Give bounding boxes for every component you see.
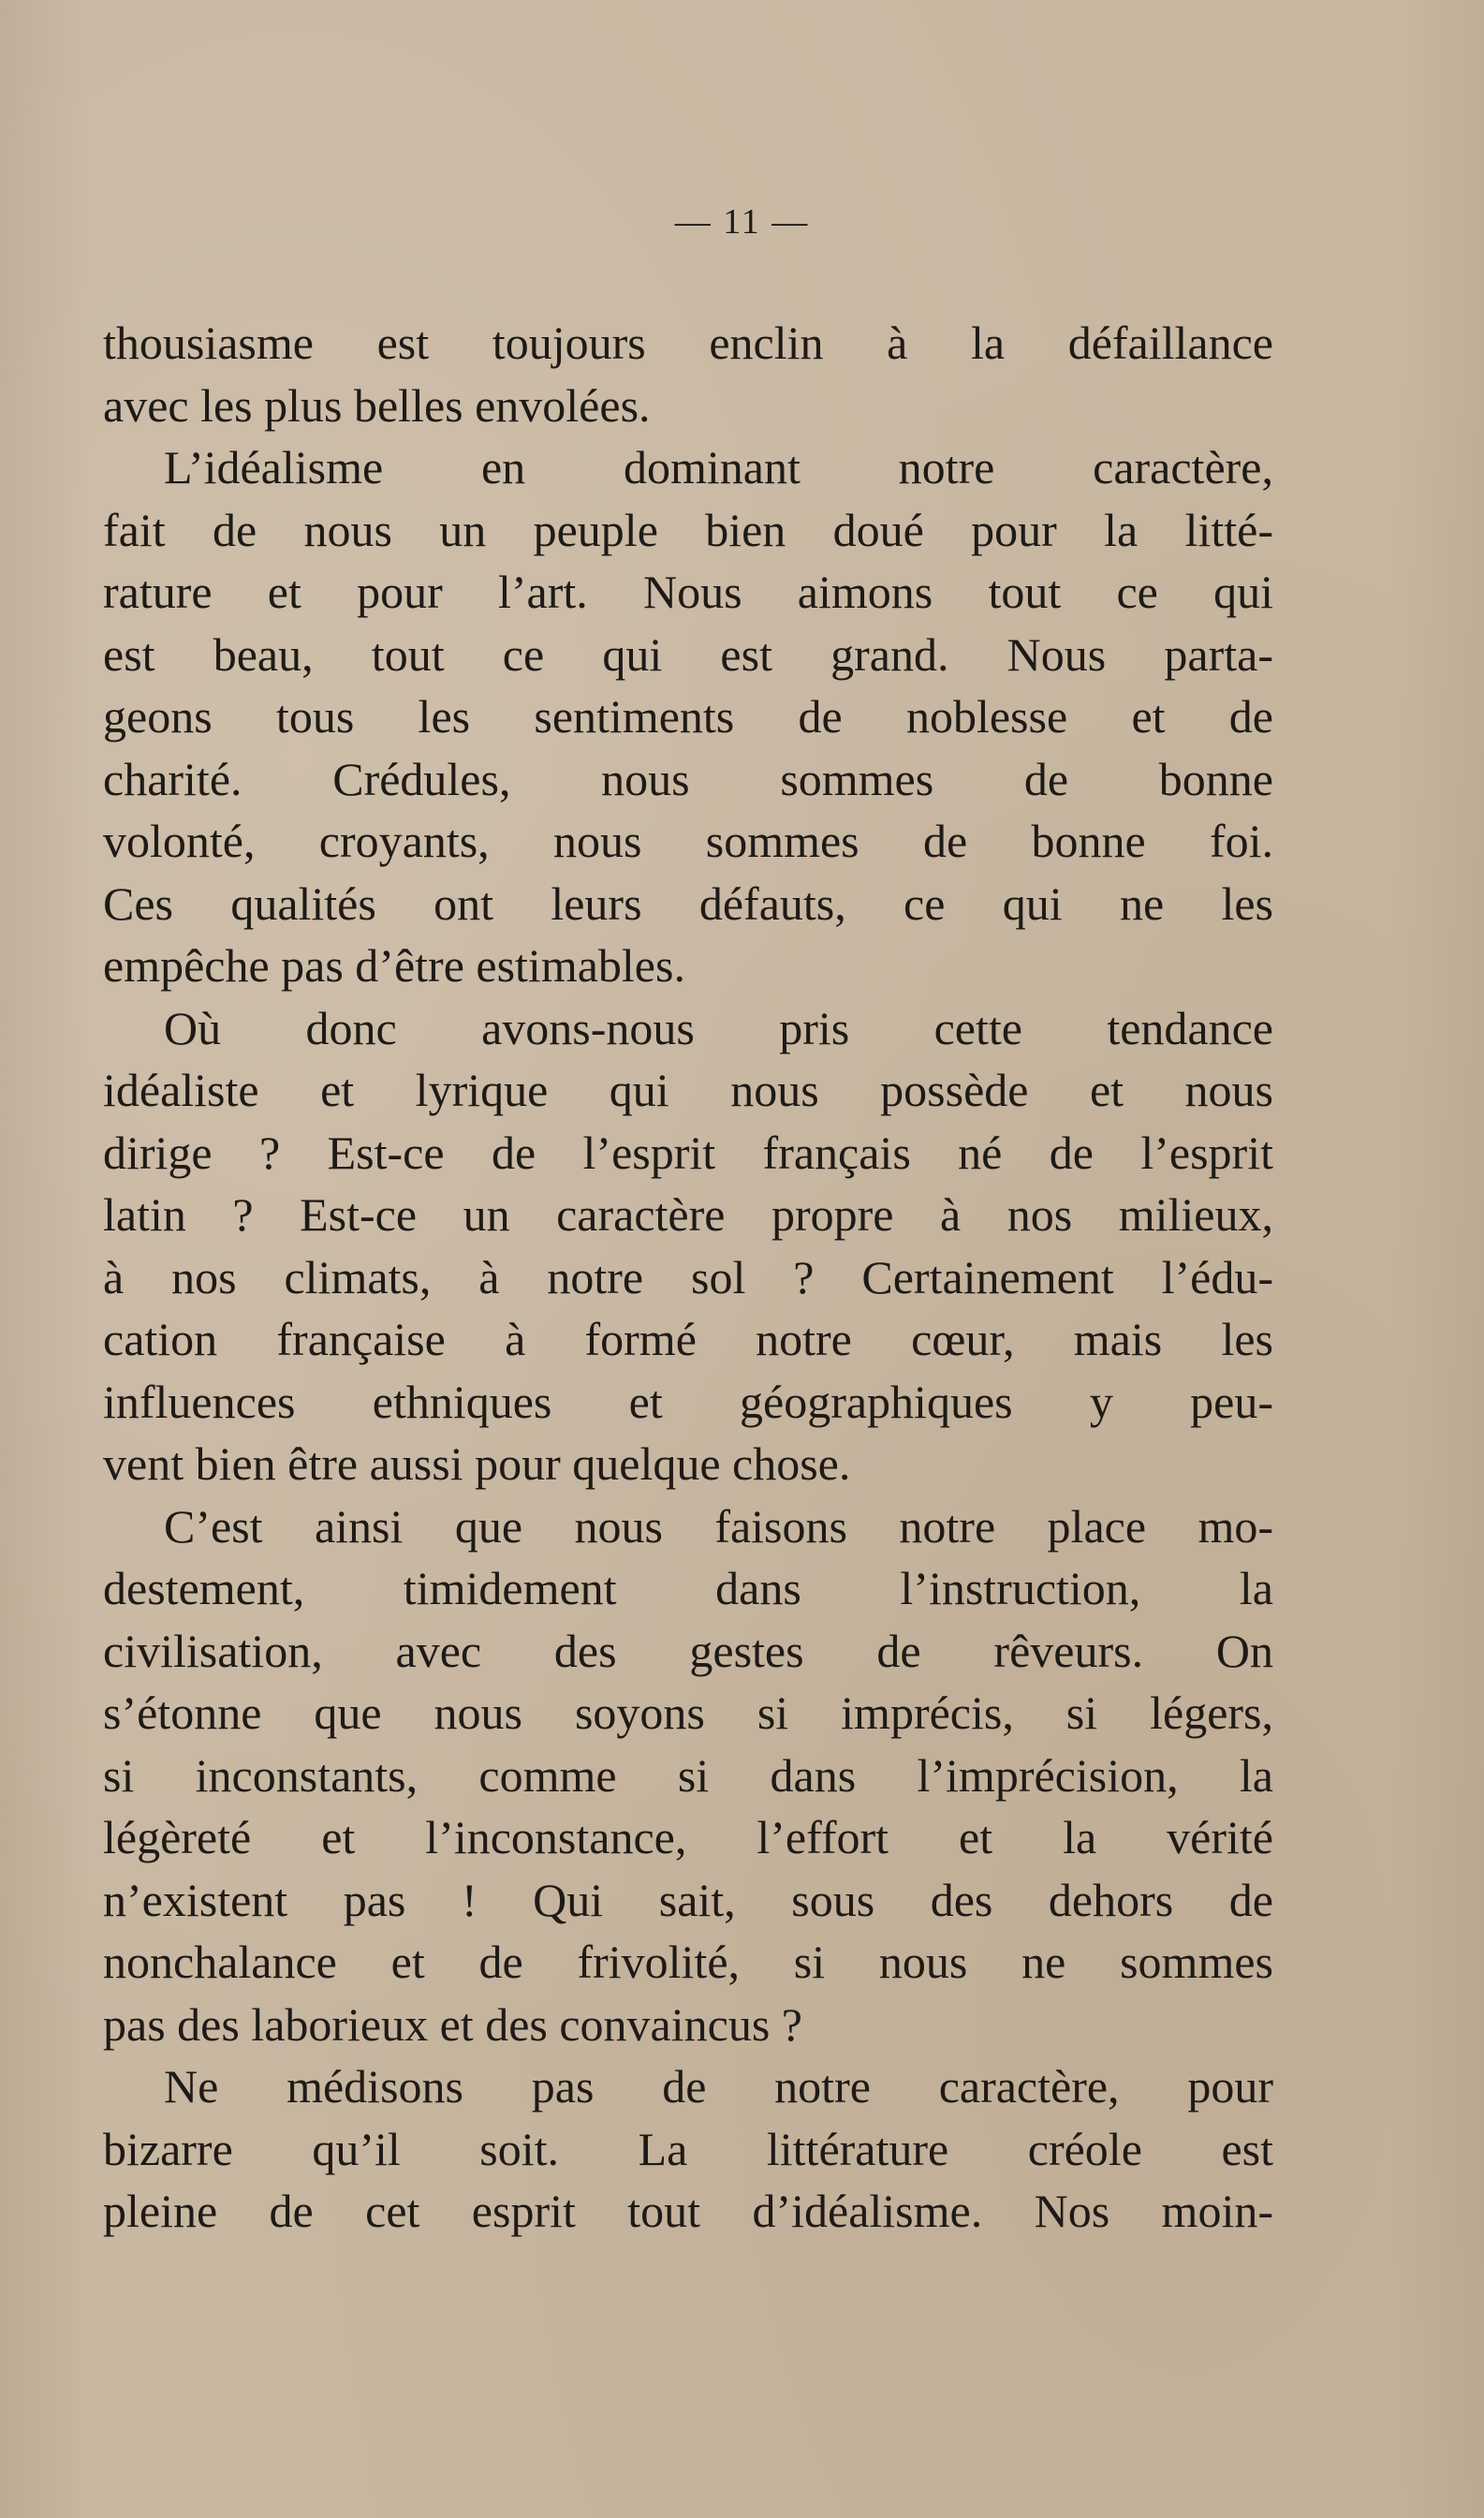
text-line: avec les plus belles envolées. [103, 378, 651, 432]
text-line: fait de nous un peuple bien doué pour la litté- [103, 503, 1273, 556]
page-number: — 11 — [674, 202, 810, 242]
text-line: empêche pas d’être estimables. [103, 939, 685, 992]
text-line: nonchalance et de frivolité, si nous ne sommes [103, 1936, 1273, 1988]
text-line: volonté, croyants, nous sommes de bonne foi. [103, 815, 1273, 867]
text-line: Où donc avons-nous pris cette tendance [164, 1001, 1273, 1054]
text-line: à nos climats, à notre sol ? Certainement l’édu- [103, 1250, 1273, 1303]
body-text [103, 312, 1273, 2243]
text-line: s’étonne que nous soyons si imprécis, si légers, [103, 1686, 1273, 1739]
text-line: charité. Crédules, nous sommes de bonne [103, 752, 1273, 805]
text-line: L’idéalisme en dominant notre caractère, [164, 441, 1273, 493]
text-line: thousiasme est toujours enclin à la défaillance [103, 317, 1273, 369]
text-line: influences ethniques et géographiques y peu- [103, 1375, 1273, 1428]
text-line: Ne médisons pas de notre caractère, pour [164, 2060, 1273, 2113]
text-line: rature et pour l’art. Nous aimons tout ce qui [103, 566, 1273, 618]
text-line: n’existent pas ! Qui sait, sous des dehors de [103, 1873, 1273, 1926]
text-line: pleine de cet esprit tout d’idéalisme. Nos moin- [103, 2185, 1273, 2237]
text-line: idéaliste et lyrique qui nous possède et nous [103, 1064, 1273, 1116]
text-line: Ces qualités ont leurs défauts, ce qui ne les [103, 876, 1273, 930]
text-line: geons tous les sentiments de noblesse et de [103, 690, 1273, 743]
text-line: civilisation, avec des gestes de rêveurs. On [103, 1624, 1273, 1677]
text-line: destement, timidement dans l’instruction, la [103, 1562, 1273, 1614]
text-line: est beau, tout ce qui est grand. Nous parta- [103, 627, 1273, 681]
text-line: cation française à formé notre cœur, mais les [103, 1313, 1273, 1365]
text-line: si inconstants, comme si dans l’imprécision, la [103, 1748, 1273, 1802]
text-line: dirige ? Est-ce de l’esprit français né de l’esprit [103, 1126, 1273, 1179]
text-line: légèreté et l’inconstance, l’effort et la vérité [103, 1811, 1273, 1863]
text-line: pas des laborieux et des convaincus ? [103, 1997, 802, 2051]
text-line: bizarre qu’il soit. La littérature créole est [103, 2122, 1273, 2175]
text-line: vent bien être aussi pour quelque chose. [103, 1437, 851, 1490]
text-line: C’est ainsi que nous faisons notre place mo- [164, 1499, 1273, 1553]
text-line: latin ? Est-ce un caractère propre à nos milieux, [103, 1188, 1273, 1241]
